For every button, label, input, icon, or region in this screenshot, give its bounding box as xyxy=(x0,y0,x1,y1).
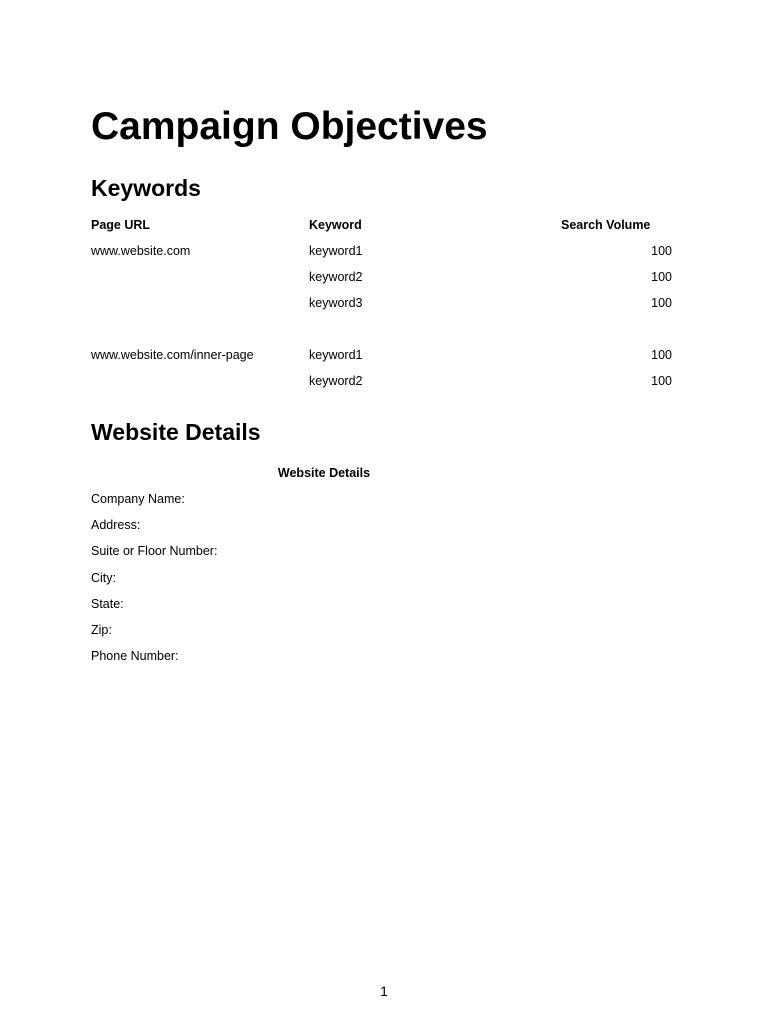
column-header-page-url: Page URL xyxy=(91,218,151,232)
table-row xyxy=(91,643,557,669)
column-header-search-volume: Search Volume xyxy=(561,218,651,232)
address-label: Address: xyxy=(91,518,141,533)
search-volume-cell: 100 xyxy=(651,374,672,388)
page-url-cell xyxy=(91,264,309,290)
company-name-label: Company Name: xyxy=(91,492,185,507)
table-row xyxy=(91,617,557,643)
table-row xyxy=(91,342,672,368)
keywords-header-row xyxy=(91,212,672,238)
column-header-keyword: Keyword xyxy=(309,218,362,232)
spacer-row xyxy=(91,316,672,342)
keyword-cell: keyword2 xyxy=(309,374,363,388)
page-url-cell xyxy=(91,368,309,394)
keywords-heading: Keywords xyxy=(91,175,201,201)
spacer-cell xyxy=(561,316,672,342)
state-label: State: xyxy=(91,596,124,611)
page-url-cell: www.website.com/inner-page xyxy=(91,348,254,362)
table-row xyxy=(91,591,557,617)
keyword-cell: keyword3 xyxy=(309,296,363,310)
city-label: City: xyxy=(91,570,116,585)
table-row xyxy=(91,538,557,564)
spacer-cell xyxy=(309,316,561,342)
page-url-cell: www.website.com xyxy=(91,244,191,258)
page-url-cell xyxy=(91,290,309,316)
website-details-table xyxy=(91,460,557,669)
suite-floor-label: Suite or Floor Number: xyxy=(91,544,218,559)
keywords-table xyxy=(91,212,672,394)
phone-number-label: Phone Number: xyxy=(91,649,179,664)
keyword-cell: keyword1 xyxy=(309,348,363,362)
table-row xyxy=(91,368,672,394)
website-details-heading: Website Details xyxy=(91,419,261,445)
details-header-row xyxy=(91,460,557,486)
table-row xyxy=(91,264,672,290)
keyword-cell: keyword1 xyxy=(309,244,363,258)
search-volume-cell: 100 xyxy=(651,348,672,362)
table-row xyxy=(91,512,557,538)
search-volume-cell: 100 xyxy=(651,270,672,284)
spacer-cell xyxy=(91,316,309,342)
keyword-cell: keyword2 xyxy=(309,270,363,284)
page-number: 1 xyxy=(380,983,388,999)
table-row xyxy=(91,486,557,512)
details-table-heading: Website Details xyxy=(277,466,371,480)
page-title: Campaign Objectives xyxy=(91,105,488,148)
table-row xyxy=(91,238,672,264)
zip-label: Zip: xyxy=(91,623,112,638)
table-row xyxy=(91,290,672,316)
search-volume-cell: 100 xyxy=(651,296,672,310)
search-volume-cell: 100 xyxy=(651,244,672,258)
table-row xyxy=(91,565,557,591)
